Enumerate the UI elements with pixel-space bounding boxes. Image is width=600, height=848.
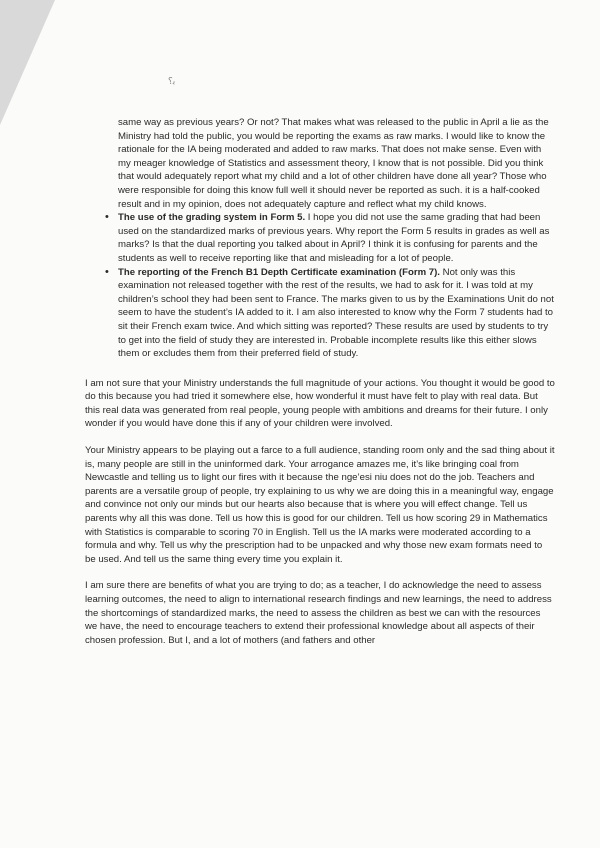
bullet-text: Not only was this examination not released together with the rest of the results, we had to ask for it. I was told at my children’s school they had been sent to France. The marks given to us by the Examinations Unit do not seem to have the student’s IA added to it. I am also interested to know why the Form 7 students had to sit their French exam twice. And which sitting was reported? These results are used by students to try to get into the field of study they are interested in. Probable incomplete results like this either slows them or excludes them from their preferred field of study. xyxy=(118,266,554,360)
body-paragraph: I am not sure that your Ministry understands the full magnitude of your actions. You thought it would be good to do this because you had tried it somewhere else, how wonderful it must have felt to play with real data. But this real data was generated from real people, young people with ambitions and dreams for their future. I only wonder if you would have done this if any of your children were involved. xyxy=(85,377,555,430)
bullet-list xyxy=(85,211,555,361)
handwritten-mark: ﺑ؟ xyxy=(168,76,176,86)
body-paragraph: Your Ministry appears to be playing out a farce to a full audience, standing room only and the sad thing about it is, many people are still in the uninformed dark. Your arrogance amazes me, it’s like bringing coal from Newcastle and telling us to light our fires with it because the nge’esi niu does not do the job. Teachers and parents are a versatile group of people, try explaining to us why we are doing this in a meaningful way, engage and convince not only our minds but our hearts also because that is where you will effect change. Tell us parents why all this was done. Tell us how this is good for our children. Tell us how scoring 29 in Mathematics with Statistics is comparable to scoring 70 in English. Tell us the IA marks were moderated according to a formula and why. Tell us why the prescription had to be unpacked and why those new exam formats need to be used. And tell us the same thing every time you explain it. xyxy=(85,445,555,565)
bullet-title: The use of the grading system in Form 5. xyxy=(118,212,306,224)
bullet-title: The reporting of the French B1 Depth Certificate examination (Form 7). xyxy=(118,266,440,278)
bullet-item xyxy=(118,211,555,265)
body-paragraph: I am sure there are benefits of what you are trying to do; as a teacher, I do acknowledge the need to assess learning outcomes, the need to align to international research findings and new learnings, the need to address the shortcomings of standardized marks, the need to assess the children as best we can with the resources we have, the need to encourage teachers to extend their professional knowledge about all aspects of their chosen profession. But I, and a lot of mothers (and fathers and other xyxy=(85,580,552,646)
letter-body xyxy=(85,116,555,647)
continuation-paragraph: same way as previous years? Or not? That makes what was released to the public in April a lie as the Ministry had told the public, you would be reporting the exams as raw marks. I would like to know the rationale for the IA being moderated and added to raw marks. That does not make sense. Even with my meager knowledge of Statistics and assessment theory, I know that is not possible. Did you think that would adequately report what my child and a lot of other children have done all year? Those who were responsible for doing this know full well it should never be reported as such. it is a half-cooked result and in my opinion, does not adequately capture and reflect what my child knows. xyxy=(118,117,549,210)
bullet-text: I hope you did not use the same grading that had been used on the standardized marks of previous years. Why report the Form 5 results in grades as well as marks? Is that the dual reporting you talked about in April? I think it is confusing for parents and the students as well to receive reporting like that and misleading for a lot of people. xyxy=(118,212,550,264)
bullet-item xyxy=(118,266,555,361)
